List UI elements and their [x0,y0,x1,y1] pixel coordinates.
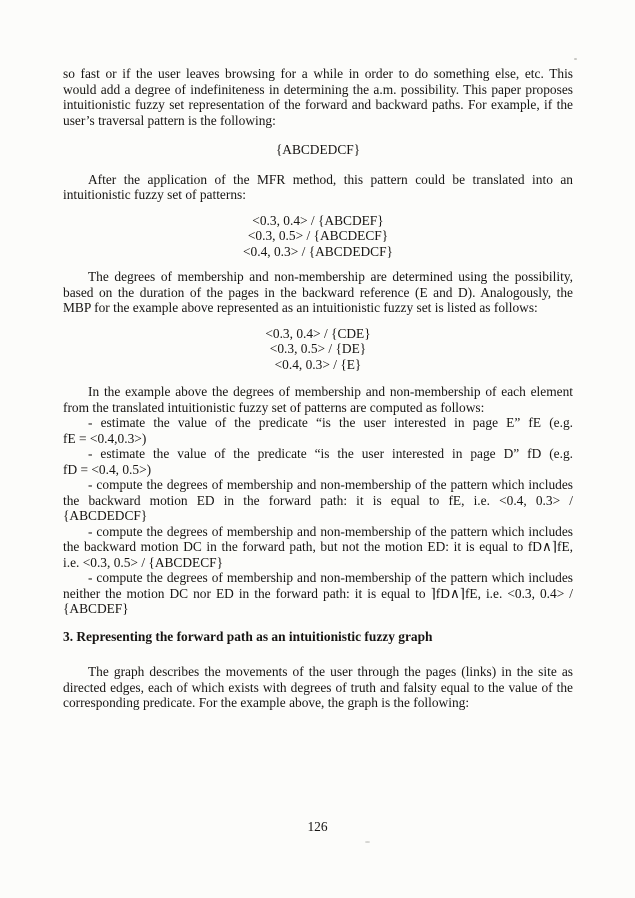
text-line: - compute the degrees of membership and non-membership of the pattern which includes [88,477,573,492]
text-line: The graph describes the movements of the user through the pages (links) in the site as [88,664,573,679]
text-line: from the translated intuitionistic fuzzy set of patterns are computed as follows: [63,399,485,415]
text-line: MBP for the example above represented as an intuitionistic fuzzy set is listed as follows: [63,300,538,315]
text-line: user’s traversal pattern is the following: [63,112,276,128]
text-line: so fast or if the user leaves browsing for a while in order to do something else, etc. This [63,66,573,81]
page-body [63,66,573,711]
para1 [63,66,573,128]
text-line: fE = <0.4,0.3>) [63,430,147,446]
para2 [63,172,573,203]
formula-line: <0.4, 0.3> / {E} [274,356,362,372]
text-line: based on the duration of the pages in the backward reference (E and D). Analogously, the [63,284,573,300]
text-line: In the example above the degrees of membership and non-membership of each element [88,384,573,399]
formula2 [63,213,573,260]
text-line: intuitionistic fuzzy set of patterns: [63,187,246,202]
text-line: The degrees of membership and non-membership are determined using the possibility, [88,269,573,284]
formula-line: <0.3, 0.5> / {DE} [269,341,367,356]
text-line: After the application of the MFR method, this pattern could be translated into an [88,171,573,187]
text-line: {ABCDEDCF} [63,508,148,523]
text-line: neither the motion DC nor ED in the forward path: it is equal to ⌉fD∧⌉fE, i.e. <0.3, 0.4> / [63,585,573,601]
formula-line: <0.3, 0.5> / {ABCDECF} [247,228,389,243]
text-line: the backward motion ED in the forward path: it is equal to fE, i.e. <0.4, 0.3> / [63,492,573,508]
formula3 [63,326,573,373]
text-line: fD = <0.4, 0.5>) [63,461,152,477]
para4 [63,384,573,617]
text-line: - compute the degrees of membership and non-membership of the pattern which includes [88,570,573,585]
formula-line: <0.3, 0.4> / {CDE} [265,325,371,341]
scan-artifact-dot [574,58,577,60]
formula1 [63,142,573,158]
text-line: {ABCDEF} [63,601,129,616]
page-number: 126 [307,819,328,834]
formula-line: <0.4, 0.3> / {ABCDEDCF} [243,243,393,259]
formula-line: {ABCDEDCF} [275,142,361,157]
text-line: - estimate the value of the predicate “is the user interested in page D” fD (e.g. [88,446,573,461]
para5 [63,664,573,711]
text-line: would add a degree of indefiniteness in determining the a.m. possibility. This paper proposes [63,81,573,97]
scan-artifact-dash [365,841,370,843]
para3 [63,269,573,316]
text-line: - estimate the value of the predicate “is the user interested in page E” fE (e.g. [88,415,573,430]
text-line: i.e. <0.3, 0.5> / {ABCDECF} [63,554,224,570]
text-line: intuitionistic fuzzy set representation of the forward and backward paths. For example, if the [63,97,573,112]
text-line: 3. Representing the forward path as an intuitionistic fuzzy graph [63,628,433,644]
formula-line: <0.3, 0.4> / {ABCDEF} [252,212,384,228]
text-line: directed edges, each of which exists with degrees of truth and falsity equal to the value of the [63,679,573,695]
text-line: corresponding predicate. For the example above, the graph is the following: [63,695,470,710]
section-heading [63,629,573,645]
text-line: - compute the degrees of membership and non-membership of the pattern which includes [88,523,573,539]
text-line: the backward motion DC in the forward path, but not the motion ED: it is equal to fD∧⌉fE, [63,539,573,554]
